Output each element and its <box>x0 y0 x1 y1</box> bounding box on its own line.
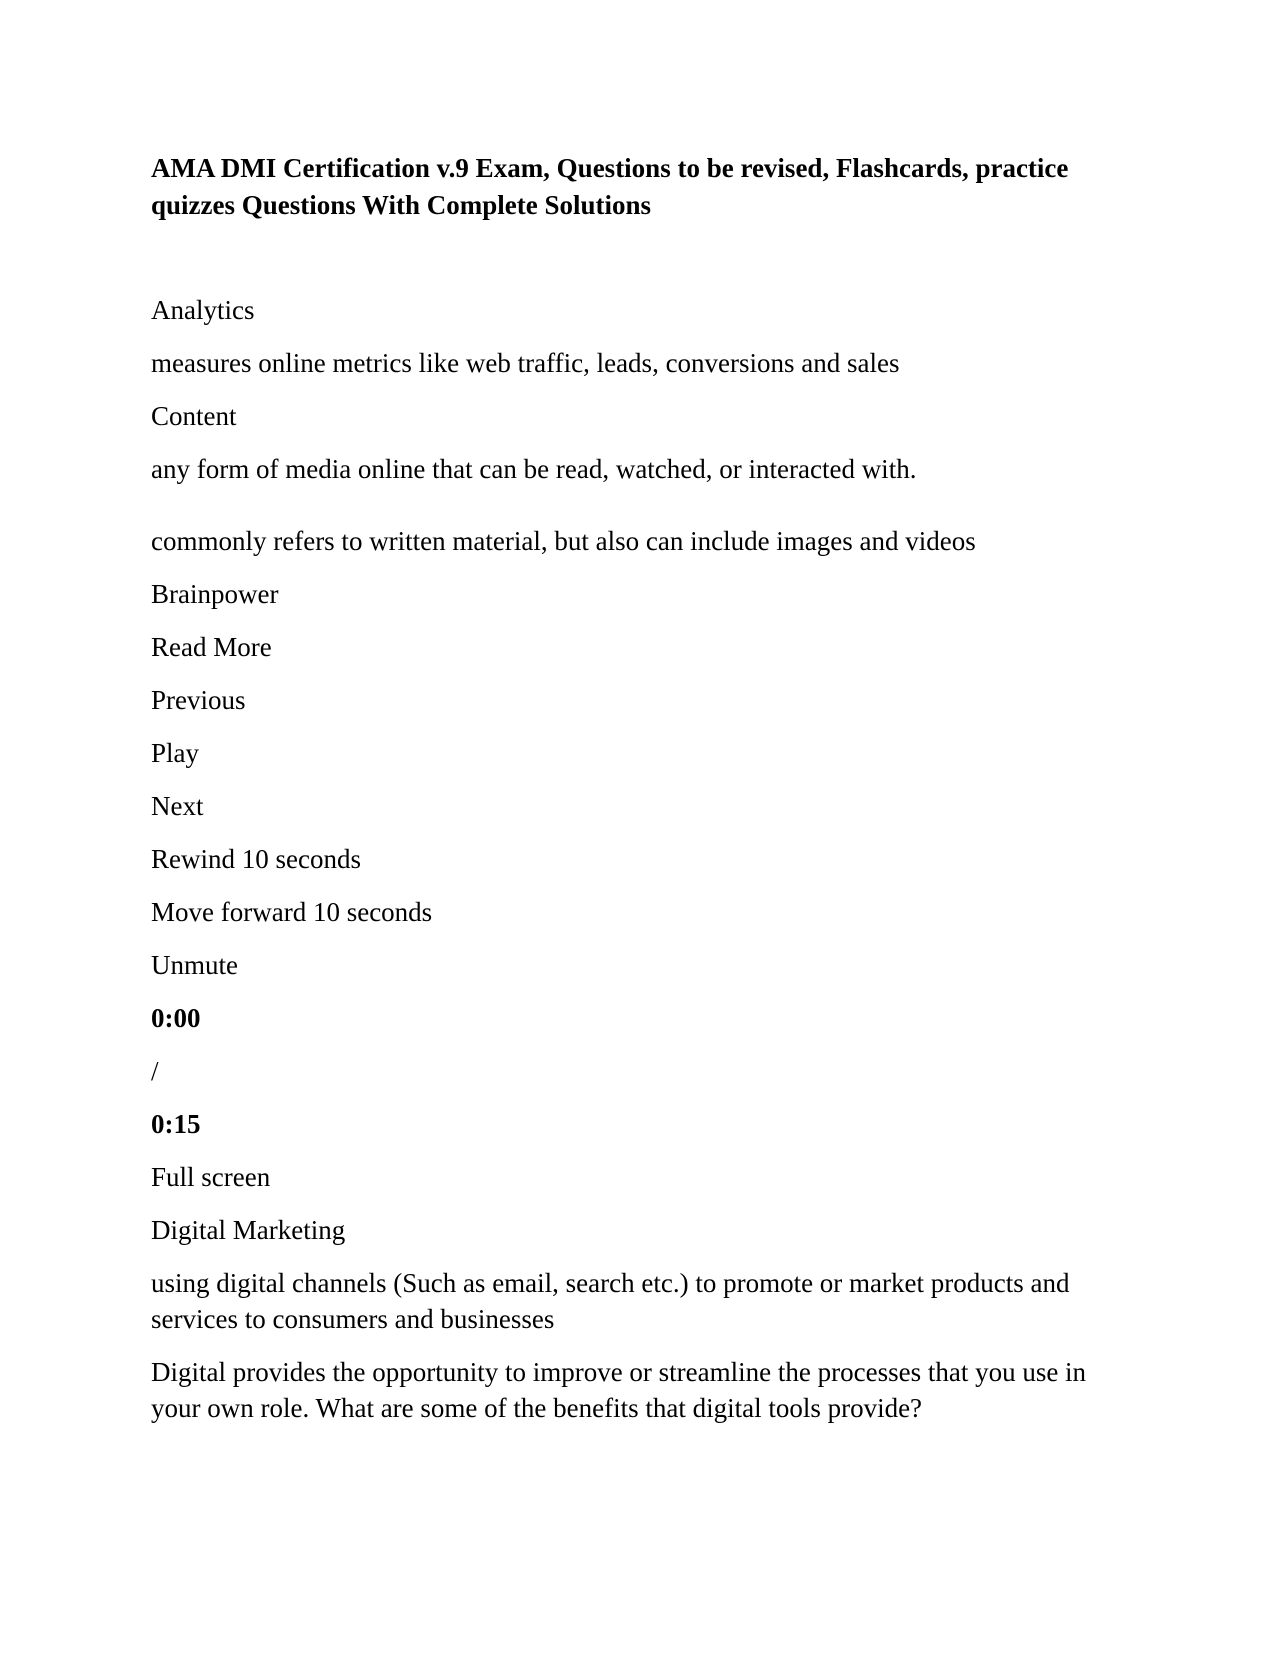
definition-analytics: measures online metrics like web traffic, leads, conversions and sales <box>151 348 900 378</box>
question-digital-benefits: Digital provides the opportunity to improve or streamline the processes that you use in your own role. What are some of the benefits that digital tools provide? <box>151 1357 1087 1423</box>
definition-content-continued: commonly refers to written material, but also can include images and videos <box>151 526 976 556</box>
brainpower-text: Brainpower <box>151 579 279 609</box>
current-time: 0:00 <box>151 1003 201 1033</box>
read-more-text: Read More <box>151 632 272 662</box>
total-time: 0:15 <box>151 1109 201 1139</box>
full-screen-text: Full screen <box>151 1162 271 1192</box>
definition-digital-marketing: using digital channels (Such as email, search etc.) to promote or market products and services to consumers and businesses <box>151 1268 1070 1334</box>
previous-text: Previous <box>151 685 246 715</box>
rewind-text: Rewind 10 seconds <box>151 844 361 874</box>
unmute-text: Unmute <box>151 950 238 980</box>
term-content: Content <box>151 401 237 431</box>
document-title: AMA DMI Certification v.9 Exam, Questions to be revised, Flashcards, practice quizzes Questions With Complete Solutions <box>151 153 1069 220</box>
next-text: Next <box>151 791 204 821</box>
definition-content: any form of media online that can be read, watched, or interacted with. <box>151 454 917 484</box>
forward-text: Move forward 10 seconds <box>151 897 433 927</box>
term-analytics: Analytics <box>151 295 255 325</box>
time-separator: / <box>151 1056 159 1086</box>
term-digital-marketing: Digital Marketing <box>151 1215 346 1245</box>
play-text: Play <box>151 738 200 768</box>
